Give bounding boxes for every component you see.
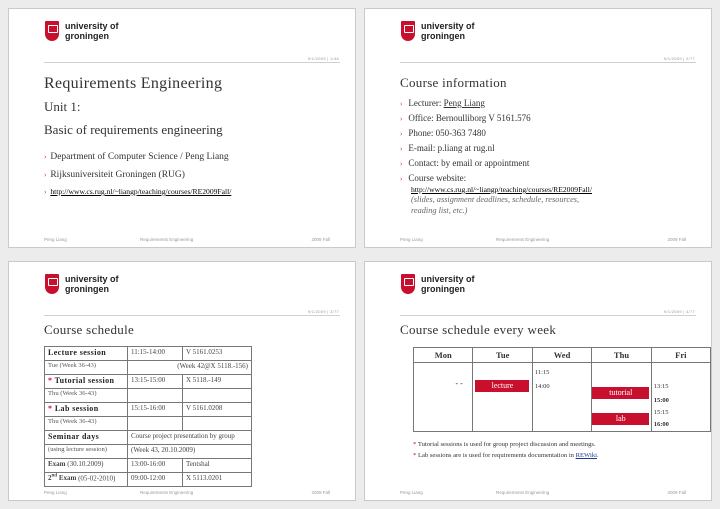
time-end-lab: 16:00 [653,421,669,428]
cell-exam [45,459,128,473]
cell-lecture: Lecture session [45,347,128,361]
cell-lab [45,403,128,417]
page-number: 9/1/2009 | 3/77 [307,309,339,314]
logo-line-1: university of [65,21,119,31]
lecturer-link[interactable]: Peng Liang [443,98,485,108]
table-row [45,445,252,459]
page-number: 9/1/2009 | 4/77 [663,309,695,314]
day-header: Mon [414,348,473,363]
cell-room: V 5161.0253 [183,347,252,361]
star-marker: * [48,404,53,413]
footer-author: Peng Liang [400,490,423,495]
row-heading: Lab session [54,404,99,413]
body-row [414,363,711,432]
footnote-period: . [596,452,599,459]
logo-line-2: groningen [421,31,465,41]
info-list [400,98,700,216]
footer-term: 2009 Fall [667,490,686,495]
cell-time: 13:00-16:00 [128,459,183,473]
table-row [45,389,252,403]
day-header: Tue [473,348,532,363]
cell-empty [128,389,183,403]
footnote-text: Tutorial sessions is used for group project discussion and meetings. [417,441,596,448]
bullet-url [44,187,231,196]
slide-2 [364,8,712,248]
slide-title: Course information [400,75,507,90]
cell-exam2 [45,473,128,487]
cell-seminar-desc: Course project presentation by group [128,431,252,445]
slide-subtitle: Basic of requirements engineering [44,122,223,137]
slide-4 [364,261,712,501]
office-text: Office: Bernoulliborg V 5161.576 [408,113,531,123]
arrow-bullet-icon: › [44,153,47,161]
lecturer-label: Lecturer: [408,98,444,108]
cell-room: Tentshal [183,459,252,473]
phone-text: Phone: 050-363 7480 [408,128,486,138]
cell-empty [128,417,183,431]
cell-room: V 5161.0208 [183,403,252,417]
university-logo [45,21,155,47]
arrow-bullet-icon: › [400,160,403,168]
footnote-tutorial [413,441,596,448]
arrow-bullet-icon: › [400,175,403,183]
bullet-text: Department of Computer Science / Peng Liang [50,152,229,162]
list-item-lecturer [400,98,700,108]
exam2-number: 2 [48,474,52,483]
bullet-university [44,170,185,180]
footer-term: 2009 Fall [311,490,330,495]
cell-days: Thu (Week 36-43) [45,417,128,431]
footer-term: 2009 Fall [667,237,686,242]
cell-time: 13:15-15:00 [128,375,183,389]
exam2-date: (05-02-2010) [76,474,116,483]
wed-cell [532,363,591,432]
fri-cell [651,363,710,432]
time-start-lab: 15:15 [653,409,669,416]
list-item-website [400,173,700,183]
slide-1 [8,8,356,248]
day-header: Wed [532,348,591,363]
cell-room-note: (Week 42@X 5118.-156) [128,361,252,375]
star-marker: * [48,376,53,385]
university-logo [45,274,155,300]
page-number: 9/1/2009 | 2/77 [663,56,695,61]
cell-time: 15:15-16:00 [128,403,183,417]
list-item-email [400,143,700,153]
list-item-contact [400,158,700,168]
cell-time: 11:15-14:00 [128,347,183,361]
shield-icon [401,21,415,41]
shield-icon [45,274,59,294]
website-note-1: (slides, assignment deadlines, schedule, resources, [411,195,580,204]
exam2-ordinal: nd [51,474,58,479]
contact-text: Contact: by email or appointment [408,158,530,168]
table-row [45,375,252,389]
table-row [45,431,252,445]
university-logo [401,274,511,300]
logo-line-2: groningen [65,284,109,294]
logo-line-1: university of [421,21,475,31]
shield-icon [45,21,59,41]
slide-3 [8,261,356,501]
footnote-lab [413,452,599,459]
tutorial-block: tutorial [592,387,649,399]
dash-marker: - - [455,379,463,388]
exam-date: (30.10.2009) [65,460,104,468]
cell-days: Tue (Week 36-43) [45,361,128,375]
university-logo [401,21,511,47]
footer-course: Requirements Engineering [140,490,194,495]
footer-author: Peng Liang [44,237,67,242]
slide-title: Course schedule [44,322,135,337]
slide-title: Course schedule every week [400,322,557,337]
page-number: 9/1/2009 | 1/46 [307,56,339,61]
exam2-label: Exam [57,474,77,483]
star-marker: * [413,441,417,448]
header-row [414,348,711,363]
footer-author: Peng Liang [44,490,67,495]
cell-days: (using lecture session) [45,445,128,459]
divider [400,315,696,316]
cell-seminar-date: (Week 43, 20.10.2009) [128,445,252,459]
bullet-text: Rijksuniversiteit Groningen (RUG) [50,170,185,180]
schedule-table [44,346,252,487]
cell-empty [183,417,252,431]
website-label: Course website: [408,173,467,183]
footer-course: Requirements Engineering [496,237,550,242]
table-row [45,361,252,375]
time-end-lecture: 14:00 [534,383,550,390]
exam-label: Exam [48,460,66,468]
table-row [45,403,252,417]
divider [44,62,340,63]
logo-line-1: university of [421,274,475,284]
footer-term: 2009 Fall [311,237,330,242]
cell-days: Thu (Week 36-43) [45,389,128,403]
bullet-department [44,152,229,162]
time-start-lecture: 11:15 [534,369,550,376]
lab-block: lab [592,413,649,425]
shield-icon [401,274,415,294]
lecture-block: lecture [475,380,529,392]
mon-cell [414,363,473,432]
weekly-grid [413,347,711,432]
unit-label: Unit 1: [44,99,81,114]
cell-seminar: Seminar days [45,431,128,445]
website-url [411,185,700,194]
slide-title: Requirements Engineering [44,75,223,92]
arrow-bullet-icon: › [400,130,403,138]
arrow-bullet-icon: › [400,145,403,153]
website-note-2: reading list, etc.) [411,206,468,215]
list-item-office [400,113,700,123]
table-row [45,459,252,473]
footer-author: Peng Liang [400,237,423,242]
table-row [45,473,252,487]
time-start-tutorial: 13:15 [653,383,669,390]
divider [400,62,696,63]
email-text: E-mail: p.liang at rug.nl [408,143,495,153]
row-heading: Tutorial session [54,376,115,385]
footer-course: Requirements Engineering [140,237,194,242]
star-marker: * [413,452,417,459]
table-row [45,347,252,361]
divider [44,315,340,316]
footnote-text: Lab sessions are is used for requirements documentation in [417,452,576,459]
list-item-phone [400,128,700,138]
logo-line-2: groningen [421,284,465,294]
arrow-bullet-icon: › [44,188,47,196]
website-url-link[interactable]: http://www.cs.rug.nl/~liangp/teaching/courses/RE2009Fall/ [411,185,592,194]
table-row [45,417,252,431]
cell-time: 09:00-12:00 [128,473,183,487]
time-end-tutorial: 15:00 [653,397,669,404]
logo-line-1: university of [65,274,119,284]
logo-line-2: groningen [65,31,109,41]
cell-room: X 5118.-149 [183,375,252,389]
arrow-bullet-icon: › [44,171,47,179]
cell-empty [183,389,252,403]
tue-cell [455,363,532,432]
cell-room: X 5113.0201 [183,473,252,487]
arrow-bullet-icon: › [400,115,403,123]
course-url-link[interactable]: http://www.cs.rug.nl/~liangp/teaching/courses/RE2009Fall/ [50,187,232,196]
day-header: Fri [651,348,710,363]
thu-cell [592,363,651,432]
day-header: Thu [592,348,651,363]
arrow-bullet-icon: › [400,100,403,108]
rewiki-link[interactable]: REWiki [575,452,597,459]
footer-course: Requirements Engineering [496,490,550,495]
cell-tutorial [45,375,128,389]
